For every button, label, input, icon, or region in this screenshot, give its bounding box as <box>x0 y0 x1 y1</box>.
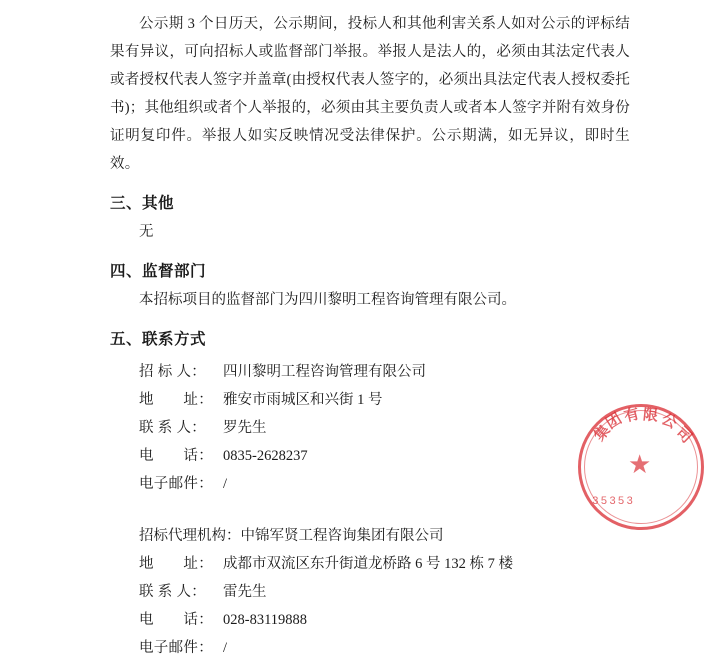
contact-label: 电子邮件： <box>139 476 213 492</box>
section-heading-contact: 五、联系方式 <box>110 331 207 348</box>
contact-row <box>110 358 630 386</box>
contact-value: 罗先生 <box>223 420 267 436</box>
contact-row <box>110 414 630 442</box>
contact-row <box>110 470 630 498</box>
section-heading-supervision: 四、监督部门 <box>110 263 207 280</box>
section-heading-other: 三、其他 <box>110 195 175 212</box>
seal-arc-text: 集 团 有 限 公 司 <box>591 406 695 447</box>
tenderee-contact-block <box>110 358 630 498</box>
contact-row <box>110 442 630 470</box>
section-content-supervision: 本招标项目的监督部门为四川黎明工程咨询管理有限公司。 <box>139 292 516 308</box>
contact-label: 招 标 人： <box>139 364 207 380</box>
contact-row <box>110 386 630 414</box>
contact-row <box>110 550 630 578</box>
contact-value: 四川黎明工程咨询管理有限公司 <box>223 364 426 380</box>
contact-value: 028-83119888 <box>223 612 308 628</box>
contact-label: 电 话： <box>139 448 213 464</box>
contact-value: / <box>223 476 228 492</box>
contact-value: / <box>223 640 228 656</box>
contact-label: 联 系 人： <box>139 584 207 600</box>
contact-row <box>110 606 630 634</box>
contact-label: 联 系 人： <box>139 420 207 436</box>
contact-label: 地 址： <box>139 556 213 572</box>
contact-value: 雅安市雨城区和兴街 1 号 <box>223 392 383 408</box>
contact-row <box>110 634 630 662</box>
section-content-other: 无 <box>139 224 154 240</box>
document-body <box>110 10 630 662</box>
agency-title: 招标代理机构：中锦军贤工程咨询集团有限公司 <box>139 528 444 544</box>
seal-code-text: 35353 <box>592 496 636 508</box>
contact-value: 雷先生 <box>223 584 267 600</box>
contact-value: 成都市双流区东升街道龙桥路 6 号 132 栋 7 楼 <box>223 556 513 572</box>
contact-row <box>110 578 630 606</box>
notice-paragraph: 公示期 3 个日历天，公示期间，投标人和其他利害关系人如对公示的评标结果有异议，可向招标人或监督部门举报。举报人是法人的，必须由其法定代表人或者授权代表人签字并盖章(由授权代表人签字的，必须出具法定代表人授权委托书)；其他组织或者个人举报的，必须由其主要负责人或者本人签字并附有效身份证明复印件。举报人如实反映情况受法律保护。公示期满，如无异议，即时生效。 <box>110 16 630 172</box>
agency-contact-block <box>110 522 630 662</box>
seal-star-icon: ★ <box>628 450 652 479</box>
contact-label: 电 话： <box>139 612 213 628</box>
contact-label: 电子邮件： <box>139 640 213 656</box>
contact-label: 地 址： <box>139 392 213 408</box>
contact-value: 0835-2628237 <box>223 448 308 464</box>
